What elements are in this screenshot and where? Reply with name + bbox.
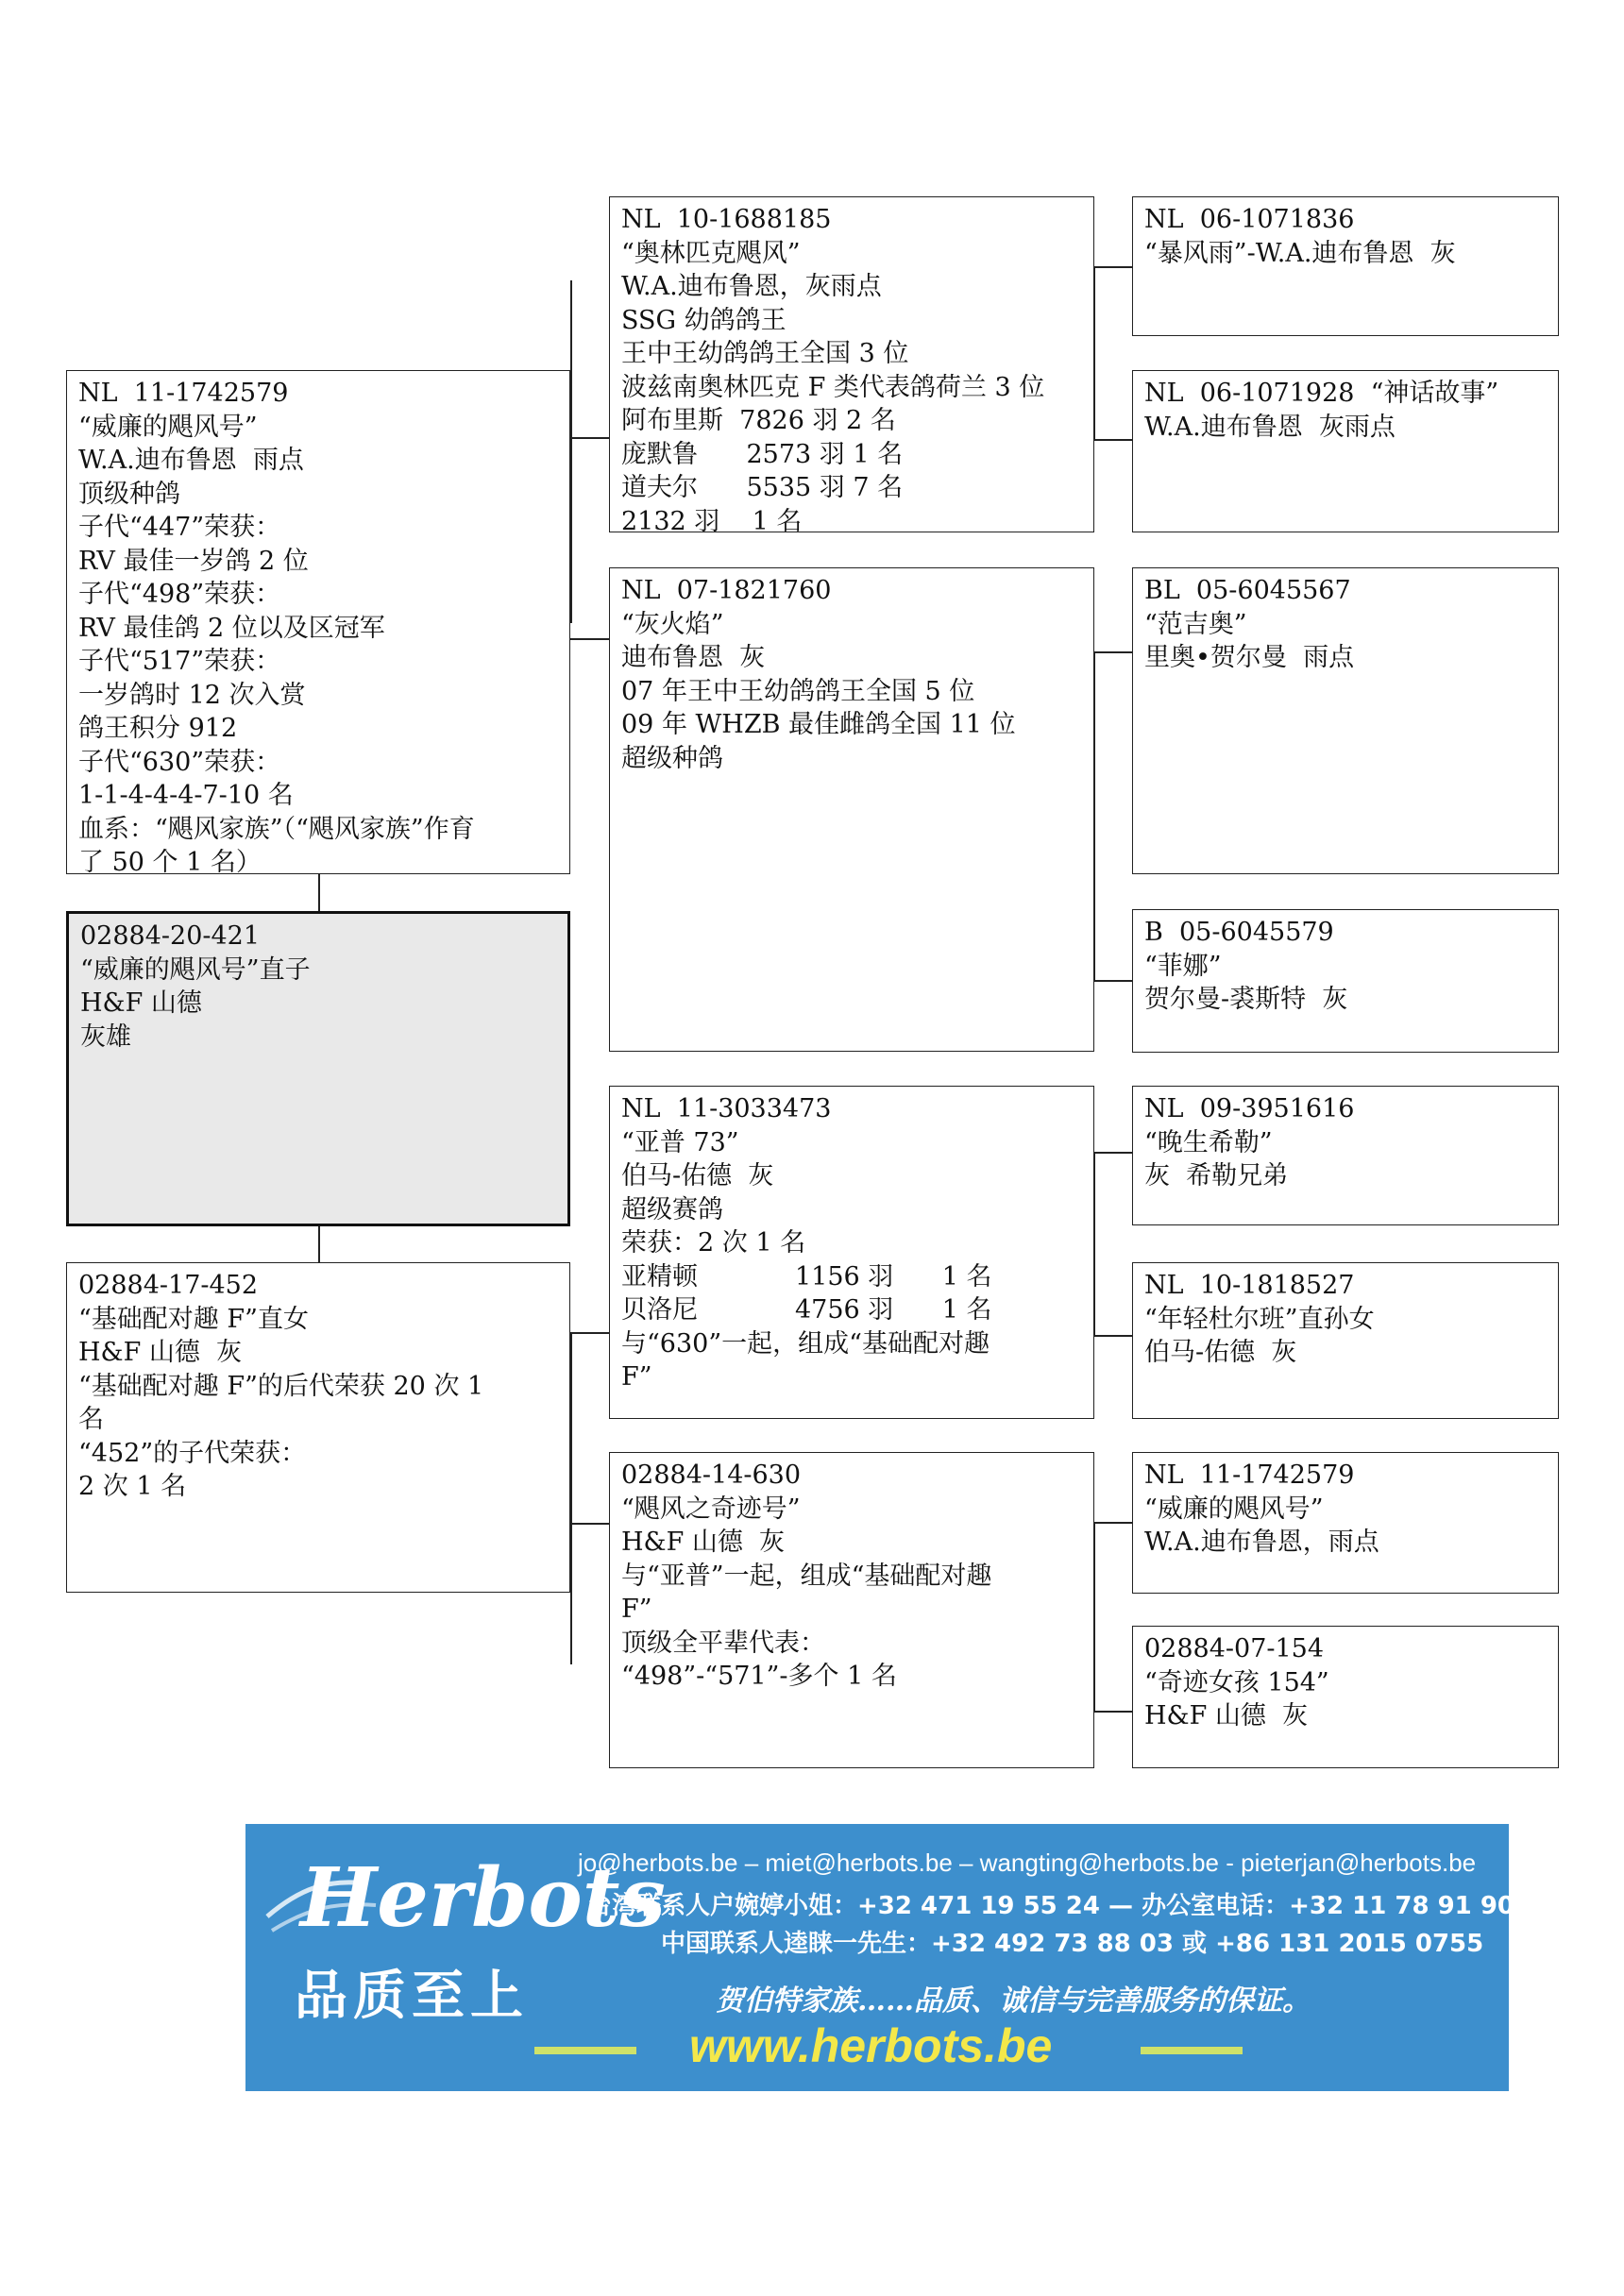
pedigree-line: “威廉的飓风号”	[78, 412, 258, 442]
website-link[interactable]: www.herbots.be	[689, 2019, 1053, 2072]
pedigree-line: NL 10-1818527	[1144, 1271, 1355, 1300]
pedigree-line: “范吉奥”	[1144, 609, 1247, 639]
pedigree-line: 超级赛鸽	[621, 1194, 723, 1224]
pedigree-line: 庞默鲁 2573 羽 1 名	[621, 439, 904, 469]
herbots-logo	[262, 1850, 666, 1954]
connector	[570, 1523, 610, 1525]
pedigree-line: 超级种鸽	[621, 743, 723, 773]
pedigree-line: 02884-14-630	[621, 1460, 802, 1490]
pedigree-line: B 05-6045579	[1144, 918, 1334, 947]
pedigree-line: 子代“517”荣获：	[78, 647, 281, 676]
pedigree-line: 顶级全平辈代表：	[621, 1628, 825, 1658]
pedigree-line: 名	[78, 1405, 104, 1434]
herbots-banner	[245, 1824, 1514, 2091]
sd-dam-box	[1132, 909, 1559, 1053]
pedigree-line: 王中王幼鸽鸽王全国 3 位	[621, 339, 909, 368]
connector	[318, 1225, 320, 1263]
connector	[1093, 1522, 1133, 1524]
motto-text: 贺伯特家族……品质、诚信与完善服务的保证。	[716, 1984, 1311, 2017]
pedigree-line: 与“亚普”一起，组成“基础配对趣	[621, 1561, 992, 1591]
pedigree-line: 贝洛尼 4756 羽 1 名	[621, 1295, 992, 1325]
ss-dam-box	[1132, 370, 1559, 532]
pedigree-line: W.A.迪布鲁恩，雨点	[1144, 1528, 1379, 1557]
pedigree-line: 子代“630”荣获：	[78, 747, 281, 777]
pedigree-line: “基础配对趣 F”直女	[78, 1304, 309, 1334]
pedigree-line: 伯马-佑德 灰	[621, 1161, 774, 1190]
pedigree-line: “飓风之奇迹号”	[621, 1494, 801, 1524]
dam-box	[66, 1262, 570, 1593]
dd-dam-box	[1132, 1626, 1559, 1768]
sire-sire-box	[609, 196, 1094, 536]
svg-text:Herbots: Herbots	[300, 1850, 666, 1946]
dd-sire-box	[1132, 1452, 1559, 1594]
pedigree-line: “奥林匹克飓风”	[621, 238, 801, 268]
connector	[570, 280, 572, 623]
pedigree-line: NL 06-1071836	[1144, 205, 1355, 234]
pedigree-line: BL 05-6045567	[1144, 576, 1351, 605]
pedigree-line: 2132 羽 1 名	[621, 506, 803, 536]
pedigree-line: 贺尔曼-裘斯特 灰	[1144, 985, 1348, 1014]
pedigree-line: “亚普 73”	[621, 1127, 739, 1157]
pedigree-line: 02884-07-154	[1144, 1634, 1325, 1663]
china-contact: 中国联系人逵睐一先生：+32 492 73 88 03 或 +86 131 2015 0755	[661, 1930, 1484, 1958]
dam-dam-box	[609, 1452, 1094, 1768]
connector	[1093, 1711, 1133, 1713]
pedigree-line: 亚精顿 1156 羽 1 名	[621, 1261, 992, 1292]
pedigree-line: 07 年王中王幼鸽鸽王全国 5 位	[621, 676, 975, 706]
pedigree-line: W.A.迪布鲁恩 灰雨点	[1144, 412, 1396, 442]
pedigree-line: “威廉的飓风号”直子	[80, 954, 311, 985]
pedigree-line: H&F 山德	[80, 988, 202, 1018]
pedigree-line: 迪布鲁恩 灰	[621, 643, 766, 672]
pedigree-line: H&F 山德 灰	[621, 1528, 786, 1557]
pedigree-line: 子代“498”荣获：	[78, 580, 281, 609]
sire-box	[66, 370, 570, 877]
connector	[1093, 439, 1133, 441]
slogan-text: 品质至上	[295, 1966, 529, 2027]
sd-sire-box	[1132, 567, 1559, 874]
divider-bar-right	[1141, 2047, 1243, 2054]
connector	[570, 437, 610, 439]
pedigree-line: 波兹南奥林匹克 F 类代表鸽荷兰 3 位	[621, 372, 1045, 402]
pedigree-line: SSG 幼鸽鸽王	[621, 305, 787, 335]
pedigree-line: 阿布里斯 7826 羽 2 名	[621, 406, 896, 435]
connector	[570, 1332, 610, 1334]
pedigree-line: NL 09-3951616	[1144, 1094, 1355, 1123]
connector	[570, 1332, 572, 1664]
connector	[1093, 266, 1133, 268]
pedigree-line: 灰雄	[80, 1021, 131, 1052]
ss-sire-box	[1132, 196, 1559, 336]
pedigree-line: F”	[621, 1595, 652, 1624]
pedigree-line: 02884-17-452	[78, 1271, 259, 1300]
pedigree-line: 伯马-佑德 灰	[1144, 1338, 1297, 1367]
pedigree-line: NL 11-1742579	[1144, 1460, 1355, 1490]
pedigree-line: 道夫尔 5535 羽 7 名	[621, 473, 904, 502]
pedigree-line: “452”的子代荣获：	[78, 1438, 307, 1468]
pedigree-line: NL 06-1071928 “神话故事”	[1144, 379, 1499, 408]
pedigree-line: “灰火焰”	[621, 609, 724, 639]
pedigree-line: 灰 希勒兄弟	[1144, 1161, 1289, 1190]
pedigree-line: 02884-20-421	[80, 921, 261, 951]
pedigree-line: “498”-“571”-多个 1 名	[621, 1662, 897, 1691]
pedigree-line: W.A.迪布鲁恩 雨点	[78, 446, 304, 475]
pedigree-line: 2 次 1 名	[78, 1472, 187, 1501]
ds-dam-box	[1132, 1262, 1559, 1419]
pedigree-line: H&F 山德 灰	[1144, 1701, 1309, 1730]
pedigree-line: RV 最佳一岁鸽 2 位	[78, 546, 309, 576]
pedigree-line: 09 年 WHZB 最佳雌鸽全国 11 位	[621, 710, 1016, 739]
pedigree-line: 血系：“飓风家族”（“飓风家族”作育	[78, 814, 475, 844]
pedigree-line: W.A.迪布鲁恩，灰雨点	[621, 272, 882, 301]
connector	[1093, 1335, 1133, 1337]
pedigree-line: F”	[621, 1362, 652, 1392]
pedigree-line: 一岁鸽时 12 次入赏	[78, 680, 306, 710]
divider-bar-left	[534, 2047, 636, 2054]
connector	[1093, 980, 1133, 982]
pedigree-line: H&F 山德 灰	[78, 1338, 243, 1367]
sire-dam-box	[609, 567, 1094, 1052]
pedigree-line: NL 11-1742579	[78, 379, 289, 408]
pedigree-line: NL 07-1821760	[621, 576, 832, 605]
dam-sire-box	[609, 1086, 1094, 1419]
pedigree-line: “年轻杜尔班”直孙女	[1144, 1304, 1375, 1334]
pedigree-line: RV 最佳鸽 2 位以及区冠军	[78, 613, 385, 643]
connector	[570, 638, 610, 640]
pedigree-line: “晚生希勒”	[1144, 1127, 1273, 1157]
pedigree-line: NL 10-1688185	[621, 205, 832, 234]
email-contacts: jo@herbots.be – miet@herbots.be – wangting@herbots.be - pieterjan@herbots.be	[578, 1849, 1477, 1877]
ds-sire-box	[1132, 1086, 1559, 1225]
taiwan-contact: 台湾联系人户婉婷小姐：+32 471 19 55 24 — 办公室电话：+32 11 78 91 90	[587, 1892, 1514, 1920]
pedigree-line: 里奥•贺尔曼 雨点	[1144, 643, 1355, 672]
pedigree-line: 顶级种鸽	[78, 479, 180, 509]
pedigree-line: “菲娜”	[1144, 951, 1222, 981]
pedigree-line: “奇迹女孩 154”	[1144, 1667, 1329, 1697]
pedigree-line: “基础配对趣 F”的后代荣获 20 次 1	[78, 1371, 484, 1401]
pedigree-line: 子代“447”荣获：	[78, 513, 281, 542]
subject-box	[66, 911, 570, 1226]
connector	[1093, 651, 1133, 653]
pedigree-line: 了 50 个 1 名）	[78, 848, 262, 877]
pedigree-line: 1-1-4-4-4-7-10 名	[78, 781, 294, 810]
connector	[1093, 1152, 1133, 1154]
pedigree-line: 荣获：2 次 1 名	[621, 1228, 806, 1258]
pedigree-line: 与“630”一起，组成“基础配对趣	[621, 1328, 990, 1359]
pedigree-line: “暴风雨”-W.A.迪布鲁恩 灰	[1144, 238, 1456, 268]
pedigree-line: NL 11-3033473	[621, 1094, 832, 1123]
pedigree-line: 鸽王积分 912	[78, 714, 238, 743]
pedigree-line: “威廉的飓风号”	[1144, 1494, 1324, 1524]
